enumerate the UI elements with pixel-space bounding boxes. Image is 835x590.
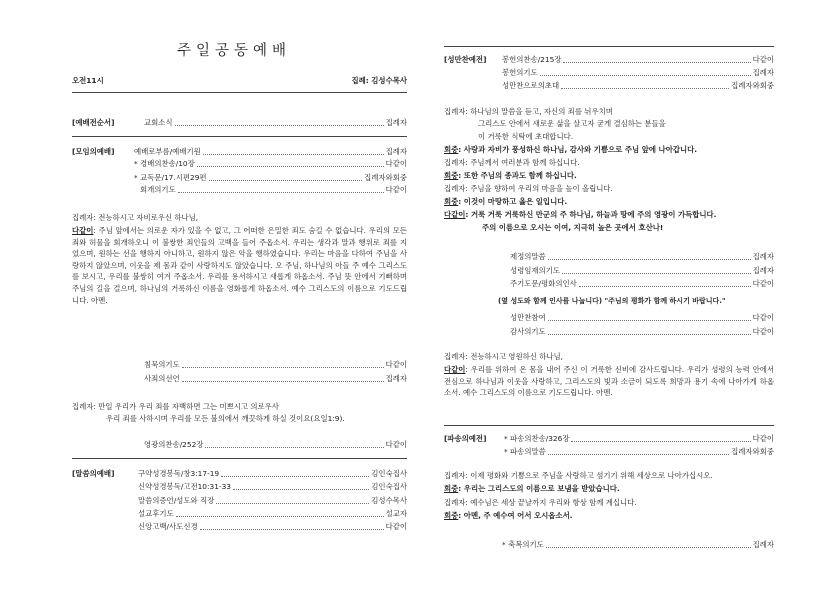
order-item: [138, 469, 407, 479]
speaker-label: 다같이: [72, 226, 94, 235]
order-item: [144, 374, 407, 384]
item-leader: 다같이: [385, 159, 407, 168]
order-item: [510, 266, 774, 276]
item-leader: 설교자: [385, 509, 407, 518]
section-label-eucharist: [성만찬예전]: [444, 55, 487, 64]
item-title: 예배로부름/예배기원: [134, 147, 201, 156]
divider: [72, 136, 407, 137]
congregation-line: [444, 145, 697, 155]
item-title: 말씀의증언/성도와 직장: [138, 496, 215, 505]
officiant-line: 집례자: 전능하시고 자비로우신 하나님,: [72, 213, 199, 222]
item-leader: 집례자와회중: [731, 81, 774, 90]
item-title: 침묵의기도: [144, 360, 180, 369]
item-title: 봉헌의찬송/215장: [502, 55, 562, 64]
right-column: [444, 0, 774, 590]
item-leader: 집례자와회중: [731, 447, 774, 456]
item-title: * 파송의찬송/326장: [504, 434, 570, 443]
item-leader: 집례자: [752, 266, 774, 275]
item-title: 신앙고백/사도신경: [138, 522, 198, 531]
item-leader: 다같이: [752, 55, 774, 64]
item-leader: 집례자: [752, 540, 774, 549]
item-title: 주기도문/평화의인사: [510, 279, 577, 288]
congregation-line: [444, 197, 567, 207]
order-item: [144, 360, 407, 370]
item-title: 성만찬으로의초대: [502, 81, 560, 90]
officiant-line: 집례자: 예수님은 세상 끝날까지 우리와 항상 함께 계십니다.: [444, 498, 637, 507]
response-text: : 사랑과 자비가 풍성하신 하나님, 감사와 기쁨으로 주님 앞에 나아갑니다.: [458, 145, 698, 154]
speaker-label: 다같이: [444, 210, 466, 219]
congregation-line: [444, 511, 573, 521]
all-line: [444, 210, 716, 220]
officiant-line: 집례자: 하나님의 말씀을 듣고, 자신의 죄를 뉘우치며: [444, 107, 613, 116]
all-line: 주의 이름으로 오시는 이여, 지극히 높은 곳에서 호산나!: [482, 223, 664, 232]
speaker-label: 회중: [444, 171, 459, 180]
thanksgiving-prayer: [444, 364, 774, 399]
item-leader: 집례자: [385, 374, 407, 383]
order-item: [140, 185, 407, 195]
officiant-line: 집례자: 주님을 향하여 우리의 마음을 높이 올립니다.: [444, 184, 613, 193]
order-item: [504, 447, 774, 457]
divider: [72, 92, 407, 93]
item-title: 영광의찬송/252장: [144, 440, 204, 449]
order-item: [510, 279, 774, 289]
response-text: : 거룩 거룩 거룩하신 만군의 주 하나님, 하늘과 땅에 주의 영광이 가득합니다.: [465, 210, 717, 219]
order-item: [502, 55, 774, 65]
absolution-line: 우리 죄를 사하시며 우리를 모든 불의에서 깨끗하게 하실 것이요(요일1:9).: [106, 414, 345, 423]
section-label-gathering: [모임의예배]: [72, 147, 115, 156]
item-title: 감사의기도: [510, 327, 546, 336]
item-leader: 김인숙집사: [371, 482, 407, 491]
item-leader: 다같이: [385, 440, 407, 449]
item-title: 봉헌의기도: [502, 68, 538, 77]
item-title: * 축복의기도: [502, 540, 544, 549]
item-leader: 집례자: [752, 252, 774, 261]
speaker-label: 회중: [444, 197, 459, 206]
speaker-label: 회중: [444, 145, 459, 154]
item-leader: 집례자: [385, 118, 407, 127]
order-item: [138, 509, 407, 519]
item-title: 설교후기도: [138, 509, 174, 518]
item-title: 교회소식: [144, 118, 173, 127]
officiant-line: 그리스도 안에서 새로운 삶을 살고자 굳게 결심하는 분들을: [478, 119, 666, 128]
officiant-line: 집례자: 전능하시고 영원하신 하나님,: [444, 352, 563, 361]
congregation-line: [444, 484, 620, 494]
response-text: : 우리는 그리스도의 이름으로 보냄을 받았습니다.: [458, 484, 620, 493]
divider: [444, 425, 774, 426]
order-item: [502, 81, 774, 91]
item-leader: 다같이: [752, 434, 774, 443]
officiant: 집례: 김성수목사: [351, 76, 407, 85]
item-title: 구약성경봉독/창3:17-19: [138, 469, 220, 478]
speaker-label: 다같이: [444, 365, 466, 374]
item-title: 성만찬참여: [510, 313, 546, 322]
section-label-pre-service: [예배전순서]: [72, 118, 115, 127]
confession-prayer: [72, 225, 407, 306]
response-text: : 또한 주님의 종과도 함께 하십니다.: [458, 171, 577, 180]
item-title: 성령임재의기도: [510, 266, 560, 275]
officiant-line: 이 거룩한 식탁에 초대합니다.: [478, 132, 574, 141]
item-title: * 파송의말씀: [504, 447, 546, 456]
order-item: [510, 252, 774, 262]
order-item: [134, 159, 407, 169]
response-text: : 아멘, 주 예수여 어서 오시옵소서.: [458, 511, 573, 520]
order-item: [138, 496, 407, 506]
item-title: 제정의말씀: [510, 252, 546, 261]
item-leader: 다같이: [385, 185, 407, 194]
peace-note: (옆 성도와 함께 인사를 나눕니다) "주님의 평화가 함께 하시기 바랍니다.": [498, 297, 726, 305]
item-title: * 경배의찬송/10장: [134, 159, 195, 168]
order-item: [504, 434, 774, 444]
congregation-line: [444, 171, 577, 181]
divider: [444, 46, 774, 47]
response-text: : 이것이 마땅하고 옳은 일입니다.: [458, 197, 568, 206]
order-item: [134, 147, 407, 157]
item-leader: 다같이: [752, 313, 774, 322]
order-item: [144, 440, 407, 450]
item-leader: 다같이: [385, 360, 407, 369]
item-leader: 다같이: [752, 327, 774, 336]
absolution-line: 집례자: 만일 우리가 우리 죄를 자백하면 그는 미쁘시고 의로우사: [72, 402, 279, 411]
left-column: [72, 0, 407, 590]
prayer-text: : 주님 앞에서는 의로운 자가 있을 수 없고, 그 어떠한 은밀한 죄도 숨길 수 없습니다. 우리의 모든 죄와 허물을 회개하오니 이 불쌍한 죄인들의 고백을 들어 주옵소서. 우리는 생각과 말과 행위로 죄를 지었으며, 원하는 선을 행하지 아니하고, 원하지 않은 악을 행하였습니다. 우리는 마음을 다하여 주님을 사랑하지 않았으며, 이웃을 제 몸과 같이 사랑하지도 않았습니다. 오 주님, 하나님의 아들 주 예수 그리스도를 보시고, 우리를 불쌍히 여겨 주옵소서. 우리를 용서하시고 새롭게 하옵소서. 주님 뜻 안에서 기뻐하며 주님의 길을 걸으며, 하나님의 거룩하신 이름을 영화롭게 하옵소서. 예수 그리스도의 이름으로 기도드립니다. 아멘.: [72, 226, 407, 305]
officiant-line: 집례자: 주님께서 여러분과 함께 하십니다.: [444, 158, 580, 167]
divider: [72, 458, 407, 459]
item-leader: 집례자: [385, 147, 407, 156]
item-title: 회개의기도: [140, 185, 176, 194]
order-item: [502, 68, 774, 78]
page-title: 주일공동예배: [177, 43, 292, 59]
service-time: 오전11시: [72, 76, 104, 85]
item-leader: 집례자와회중: [364, 173, 407, 182]
speaker-label: 회중: [444, 484, 459, 493]
item-title: 신약성경봉독/고전10:31-33: [138, 482, 231, 491]
item-title: * 교독문/17.시편29편: [134, 173, 207, 182]
item-leader: 다같이: [385, 522, 407, 531]
order-item: [502, 540, 774, 550]
order-item: [510, 313, 774, 323]
item-leader: 김성수목사: [371, 496, 407, 505]
item-leader: 김인숙집사: [371, 469, 407, 478]
section-label-word: [말씀의예배]: [72, 469, 115, 478]
order-item: [134, 173, 407, 183]
item-leader: 집례자: [752, 68, 774, 77]
officiant-line: 집례자: 이제 평화와 기쁨으로 주님을 사랑하고 섬기기 위해 세상으로 나아가십시오.: [444, 471, 713, 480]
speaker-label: 회중: [444, 511, 459, 520]
section-label-sending: [파송의예전]: [444, 434, 487, 443]
order-item: [138, 482, 407, 492]
item-leader: 다같이: [752, 279, 774, 288]
order-item: [510, 327, 774, 337]
order-item: [144, 118, 407, 128]
order-item: [138, 522, 407, 532]
item-title: 사죄의선언: [144, 374, 180, 383]
prayer-text: : 우리를 위하여 온 몸을 내어 주신 이 거룩한 신비에 감사드립니다. 우리가 성령의 능력 안에서 전심으로 하나님과 이웃을 사랑하고, 그리스도의 빛과 소금이 되도록 희망과 용기 속에 나아가게 하옵소서. 예수 그리스도의 이름으로 기도드립니다. 아멘.: [444, 365, 774, 398]
